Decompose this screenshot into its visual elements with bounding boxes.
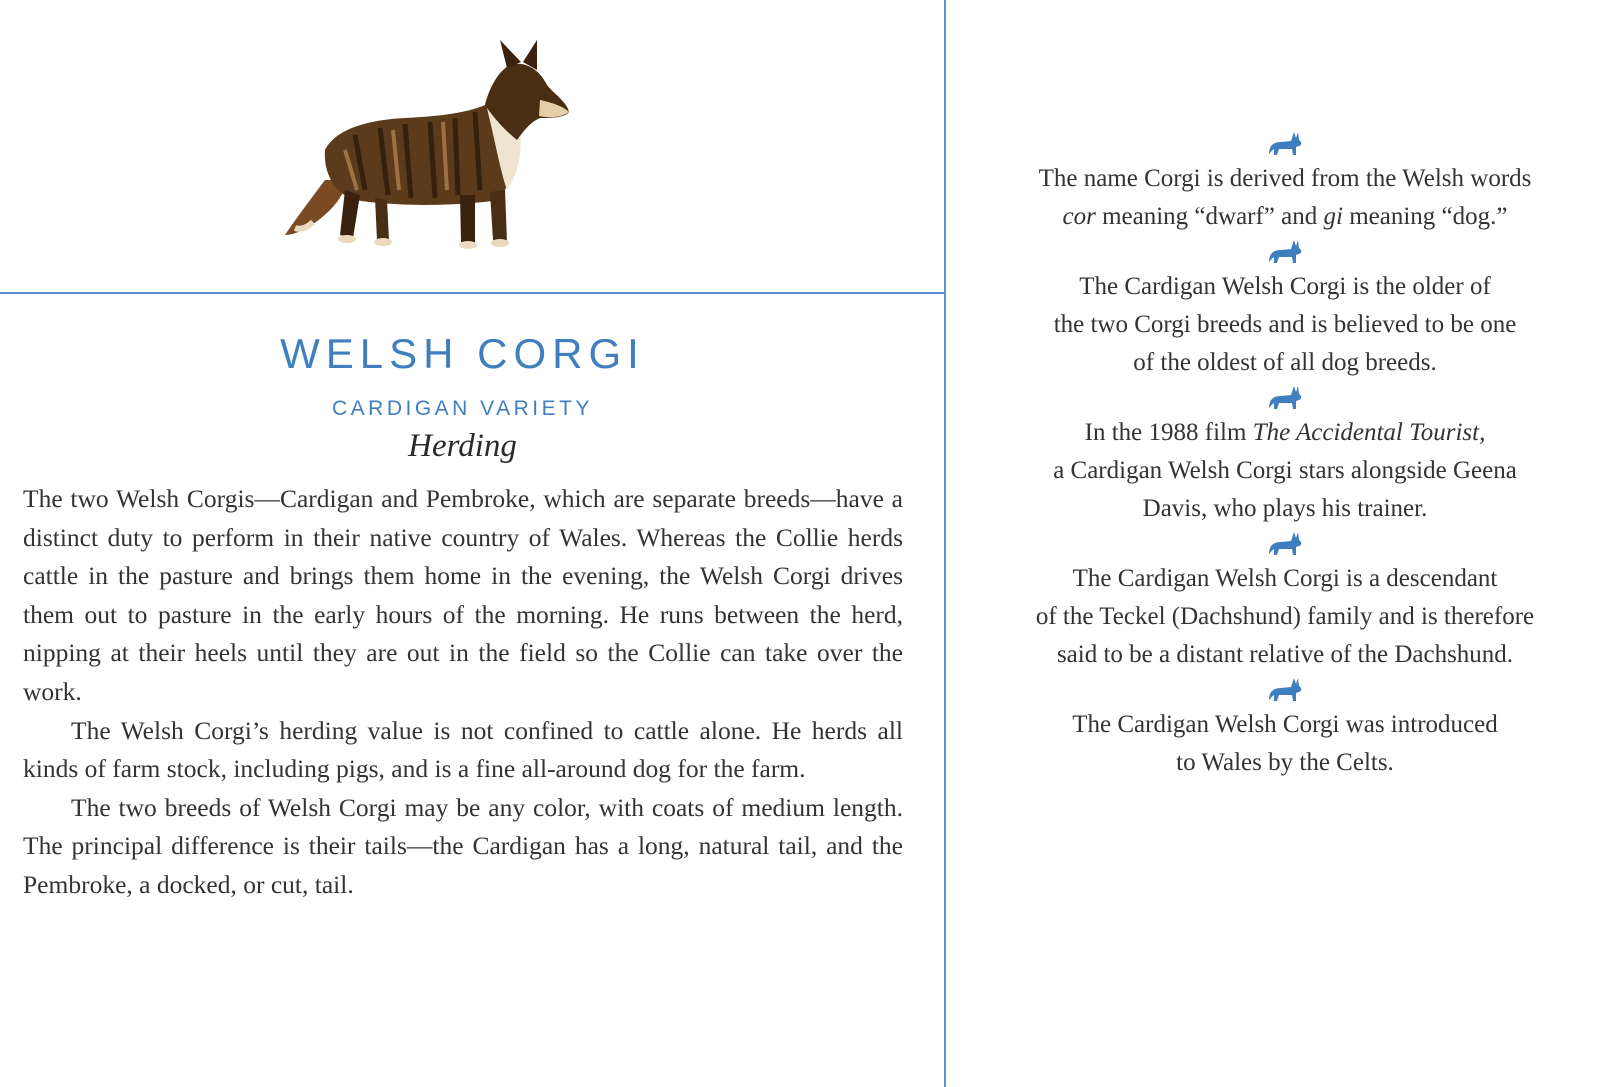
- breed-group: Herding: [408, 428, 517, 464]
- corgi-icon: [1267, 236, 1303, 268]
- description-paragraph: The Welsh Corgi’s herding value is not confined to cattle alone. He herds all kinds of farm stock, including pigs, and is a fine all-around dog for the farm.: [23, 715, 903, 784]
- fact-text: [985, 560, 1585, 674]
- fact-line: The Cardigan Welsh Corgi was introduced: [1072, 711, 1498, 738]
- fact-line: of the oldest of all dog breeds.: [1133, 349, 1437, 376]
- description-paragraph: The two breeds of Welsh Corgi may be any color, with coats of medium length. The principal difference is their tails—the Cardigan has a long, natural tail, and the Pembroke, a docked, or cut, tail.: [23, 792, 903, 899]
- fact-text: [985, 268, 1585, 382]
- fact-item: [985, 382, 1585, 528]
- fact-item: [985, 128, 1585, 236]
- fact-item: [985, 674, 1585, 782]
- fact-line: The Cardigan Welsh Corgi is a descendant: [1072, 565, 1498, 592]
- description-paragraph: The two Welsh Corgis—Cardigan and Pembroke, which are separate breeds—have a distinct duty to perform in their native country of Wales. Whereas the Collie herds cattle in the pasture and brings them home in the evening, the Welsh Corgi drives them out to pasture in the early hours of the morning. He runs between the herd, nipping at their heels until they are out in the field so the Collie can take over the work.: [23, 484, 903, 706]
- fact-item: [985, 236, 1585, 382]
- fact-line: of the Teckel (Dachshund) family and is therefore: [1035, 603, 1535, 630]
- fact-line: The Cardigan Welsh Corgi is the older of: [1079, 273, 1491, 300]
- fact-item: [985, 528, 1585, 674]
- corgi-icon: [1267, 528, 1303, 560]
- fact-line: meaning “dwarf” and: [1095, 203, 1324, 230]
- fact-line: a Cardigan Welsh Corgi stars alongside Geena: [1053, 457, 1517, 484]
- fact-line: the two Corgi breeds and is believed to be one: [1053, 311, 1517, 338]
- fact-text: [985, 706, 1585, 782]
- vertical-divider: [944, 0, 946, 1087]
- horizontal-divider: [0, 292, 945, 294]
- corgi-icon: [1267, 382, 1303, 414]
- fact-line: Davis, who plays his trainer.: [1142, 495, 1428, 522]
- fact-italic: The Accidental Tourist,: [1252, 419, 1486, 446]
- fact-italic: cor: [1062, 203, 1096, 230]
- corgi-icon: [1267, 674, 1303, 706]
- fact-line: meaning “dog.”: [1342, 203, 1508, 230]
- fact-line: to Wales by the Celts.: [1176, 749, 1394, 776]
- fun-facts-column: [985, 128, 1585, 782]
- corgi-illustration: [285, 40, 585, 255]
- fact-line: said to be a distant relative of the Dachshund.: [1056, 641, 1514, 668]
- breed-description: [23, 480, 903, 905]
- fact-italic: gi: [1323, 203, 1343, 230]
- fact-text: [985, 414, 1585, 528]
- corgi-icon: [1267, 128, 1303, 160]
- fact-line: The name Corgi is derived from the Welsh words: [1038, 165, 1532, 192]
- fact-text: [985, 160, 1585, 236]
- fact-line: In the 1988 film: [1084, 419, 1253, 446]
- breed-title: WELSH CORGI: [280, 330, 645, 377]
- breed-variety: CARDIGAN VARIETY: [332, 397, 593, 420]
